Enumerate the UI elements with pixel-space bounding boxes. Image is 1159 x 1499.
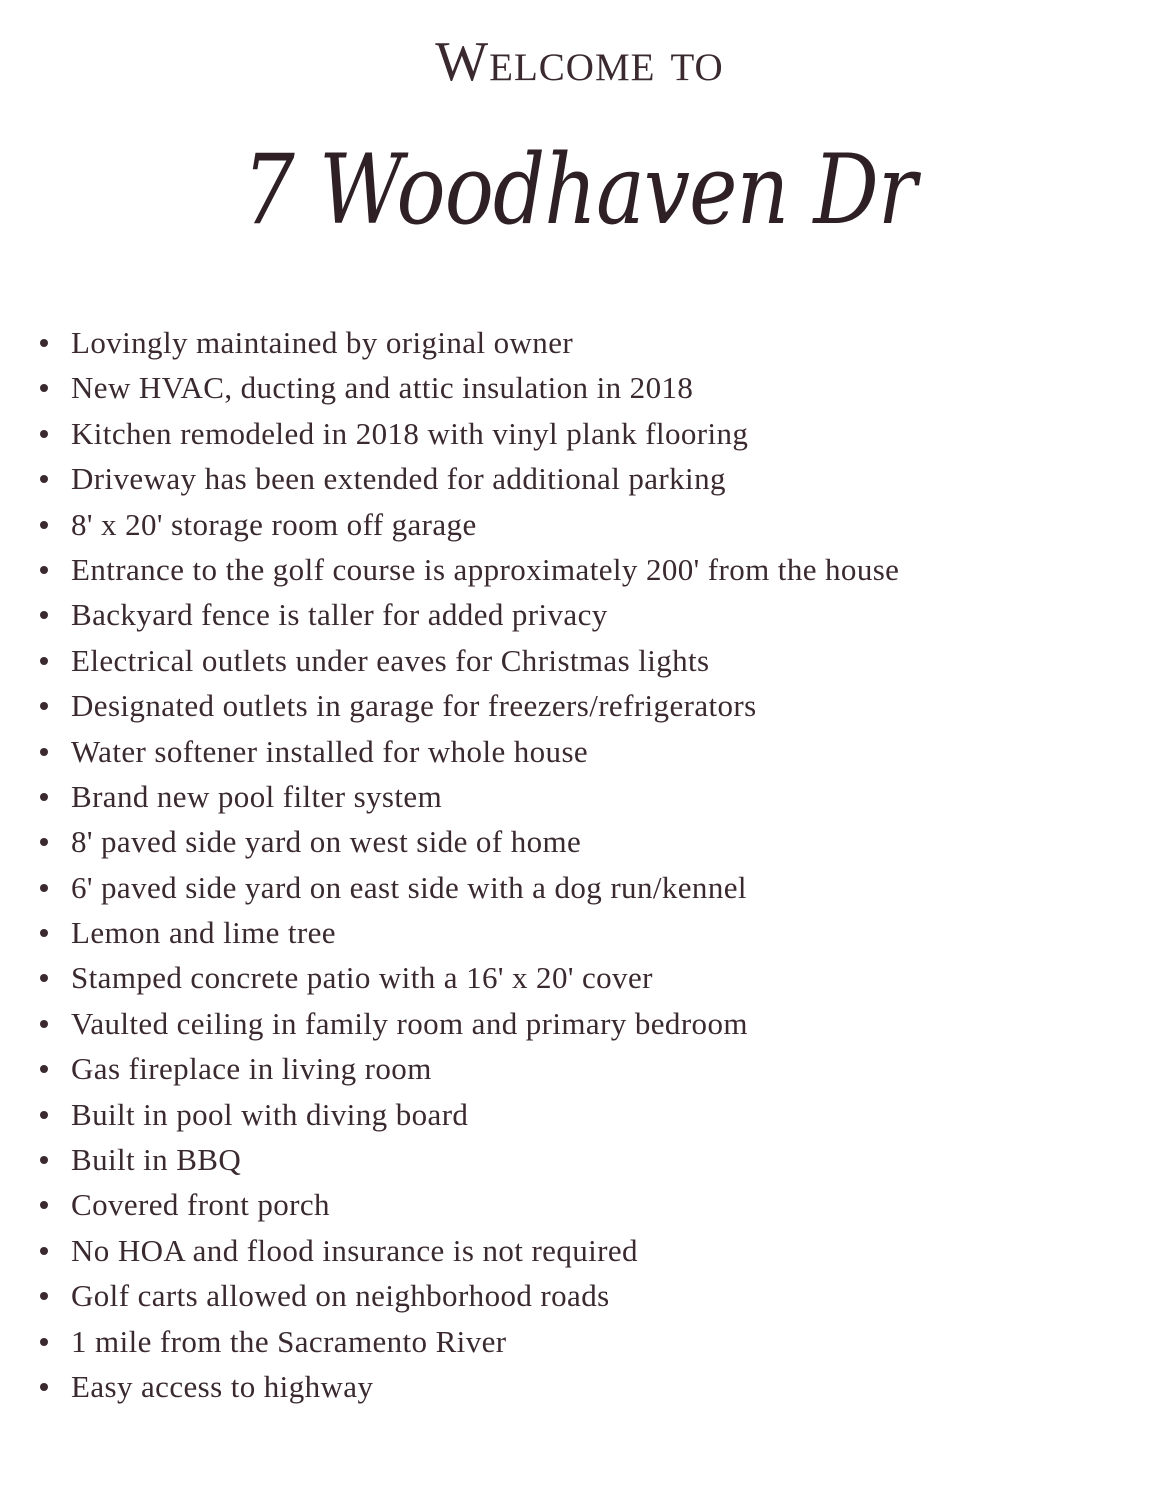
feature-item [28,547,1138,592]
bullet-icon [40,1338,48,1346]
feature-text: Gas fireplace in living room [71,1051,432,1087]
bullet-icon [40,384,48,392]
bullet-icon [40,884,48,892]
feature-text: Entrance to the golf course is approximately 200' from the house [71,551,900,587]
feature-item [28,955,1138,1000]
feature-item [28,1182,1138,1227]
feature-item [28,365,1138,410]
bullet-icon [40,974,48,982]
bullet-icon [40,1383,48,1391]
feature-item [28,774,1138,819]
bullet-icon [40,929,48,937]
bullet-icon [40,1111,48,1119]
feature-text: Covered front porch [71,1187,330,1223]
bullet-icon [40,430,48,438]
feature-text: 6' paved side yard on east side with a dog run/kennel [71,869,747,905]
bullet-icon [40,702,48,710]
feature-item [28,1228,1138,1273]
feature-text: Electrical outlets under eaves for Christmas lights [71,642,710,678]
bullet-icon [40,611,48,619]
feature-item [28,910,1138,955]
feature-text: Kitchen remodeled in 2018 with vinyl plank flooring [71,415,749,451]
feature-item [28,1364,1138,1409]
feature-item [28,456,1138,501]
bullet-icon [40,657,48,665]
feature-item [28,320,1138,365]
bullet-icon [40,748,48,756]
feature-item [28,592,1138,637]
bullet-icon [40,1156,48,1164]
feature-item [28,819,1138,864]
feature-item [28,502,1138,547]
feature-text: New HVAC, ducting and attic insulation in 2018 [71,370,694,406]
feature-item [28,1092,1138,1137]
feature-item [28,1319,1138,1364]
bullet-icon [40,1247,48,1255]
bullet-icon [40,1201,48,1209]
feature-text: Lovingly maintained by original owner [71,325,574,360]
feature-text: Backyard fence is taller for added privacy [71,597,608,633]
bullet-icon [40,339,48,347]
feature-text: 8' x 20' storage room off garage [71,506,477,542]
bullet-icon [40,1065,48,1073]
feature-text: Stamped concrete patio with a 16' x 20' cover [71,960,653,996]
bullet-icon [40,521,48,529]
feature-text: No HOA and flood insurance is not required [71,1232,638,1268]
feature-item [28,638,1138,683]
bullet-icon [40,1292,48,1300]
bullet-icon [40,566,48,574]
welcome-heading: Welcome to [435,31,724,93]
feature-text: Driveway has been extended for additional parking [71,461,726,497]
feature-text: Golf carts allowed on neighborhood roads [71,1278,610,1314]
feature-text: Vaulted ceiling in family room and primary bedroom [71,1005,748,1041]
address-title: 7 Woodhaven Dr [242,134,917,246]
feature-item [28,683,1138,728]
feature-text: 8' paved side yard on west side of home [71,824,582,860]
feature-item [28,411,1138,456]
bullet-icon [40,1020,48,1028]
feature-text: Water softener installed for whole house [71,733,589,769]
feature-text: Designated outlets in garage for freezers/refrigerators [71,688,757,724]
feature-text: Built in BBQ [71,1142,242,1178]
feature-text: 1 mile from the Sacramento River [71,1323,507,1359]
bullet-icon [40,793,48,801]
feature-item [28,1137,1138,1182]
feature-item [28,1001,1138,1046]
feature-item [28,865,1138,910]
feature-text: Easy access to highway [71,1368,374,1404]
bullet-icon [40,475,48,483]
feature-list [28,320,1138,1409]
feature-text: Brand new pool filter system [71,778,443,814]
feature-item [28,729,1138,774]
bullet-icon [40,838,48,846]
feature-text: Built in pool with diving board [71,1096,469,1132]
feature-item [28,1273,1138,1318]
feature-item [28,1046,1138,1091]
feature-text: Lemon and lime tree [71,915,336,951]
